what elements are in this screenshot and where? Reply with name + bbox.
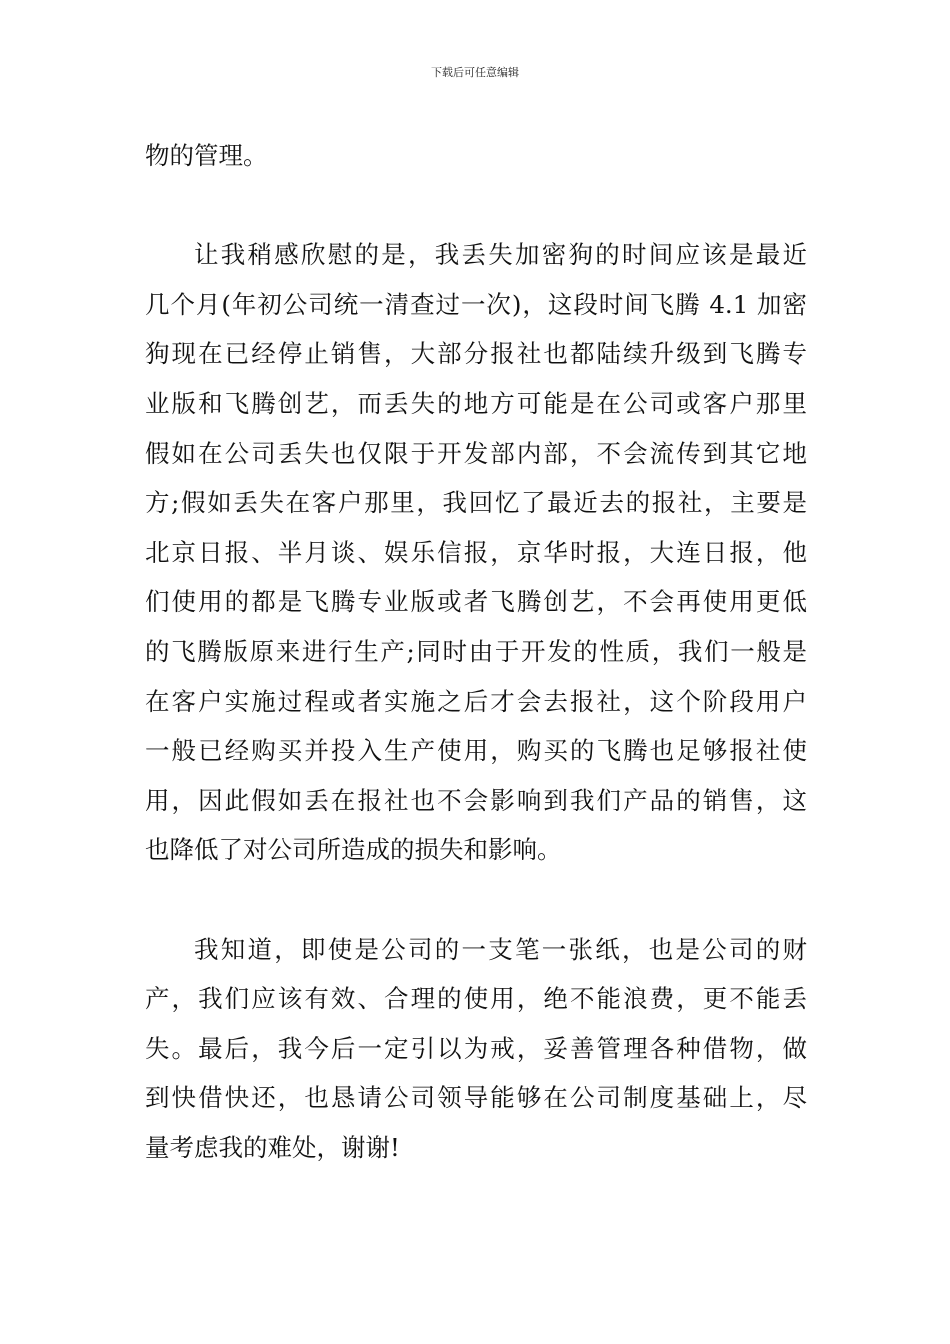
paragraph-line: 几个月(年初公司统一清查过一次)，这段时间飞腾 4.1 加密: [145, 289, 807, 319]
paragraph-1: [145, 131, 807, 181]
paragraph-line: 让我稍感欣慰的是，我丢失加密狗的时间应该是最近: [194, 240, 807, 270]
paragraph-line: 用，因此假如丢在报社也不会影响到我们产品的销售，这: [145, 785, 807, 815]
paragraph-gap: [145, 181, 807, 231]
paragraph-gap: [145, 875, 807, 925]
page-header: 下载后可任意编辑: [431, 66, 519, 79]
paragraph-3: [145, 925, 807, 1173]
paragraph-2: [145, 230, 807, 875]
paragraph-line: 的飞腾版原来进行生产;同时由于开发的性质，我们一般是: [145, 636, 807, 666]
document-body: [145, 131, 807, 1172]
paragraph-line: 一般已经购买并投入生产使用，购买的飞腾也足够报社使: [145, 736, 807, 766]
paragraph-line: 方;假如丢失在客户那里，我回忆了最近去的报社，主要是: [145, 488, 807, 518]
paragraph-line: 物的管理。: [145, 141, 268, 170]
paragraph-line: 我知道，即使是公司的一支笔一张纸，也是公司的财: [194, 934, 807, 964]
paragraph-line: 业版和飞腾创艺，而丢失的地方可能是在公司或客户那里: [145, 388, 807, 418]
paragraph-line: 狗现在已经停止销售，大部分报社也都陆续升级到飞腾专: [145, 339, 807, 369]
paragraph-line: 失。最后，我今后一定引以为戒，妥善管理各种借物，做: [145, 1033, 807, 1063]
paragraph-line: 也降低了对公司所造成的损失和影响。: [145, 835, 562, 865]
paragraph-line: 北京日报、半月谈、娱乐信报，京华时报，大连日报，他: [145, 537, 807, 567]
paragraph-line: 们使用的都是飞腾专业版或者飞腾创艺，不会再使用更低: [145, 587, 807, 617]
paragraph-line: 产，我们应该有效、合理的使用，绝不能浪费，更不能丢: [145, 984, 807, 1014]
paragraph-line: 到快借快还，也恳请公司领导能够在公司制度基础上，尽: [145, 1083, 807, 1113]
paragraph-line: 在客户实施过程或者实施之后才会去报社，这个阶段用户: [145, 686, 807, 716]
paragraph-line: 量考虑我的难处，谢谢!: [145, 1132, 400, 1162]
paragraph-line: 假如在公司丢失也仅限于开发部内部，不会流传到其它地: [145, 438, 807, 468]
